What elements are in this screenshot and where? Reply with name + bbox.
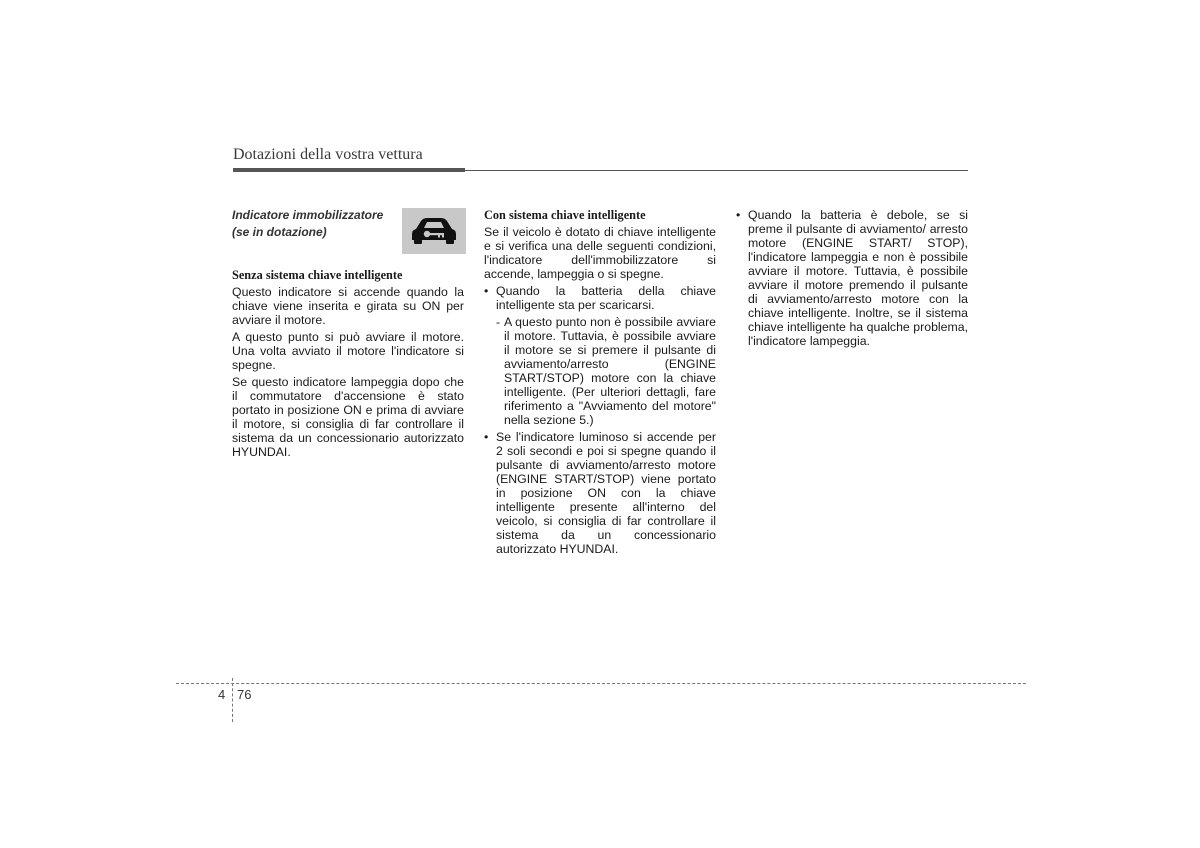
column-2 xyxy=(484,208,716,559)
dash-item: - A questo punto non è possibile avviare il motore. Tuttavia, è possibile avviare il motore se si premere il pulsante di avviamento/arresto (ENGINE START/STOP) motore con la chiave intelligente. (Per ulteriori dettagli, fare riferimento a "Avviamento del motore" nella sezione 5.) xyxy=(496,315,716,427)
paragraph: Questo indicatore si accende quando la chiave viene inserita e girata su ON per avviare il motore. xyxy=(232,285,464,327)
section-title: Dotazioni della vostra vettura xyxy=(233,146,423,163)
paragraph: A questo punto si può avviare il motore. Una volta avviato il motore l'indicatore si spegne. xyxy=(232,330,464,372)
indicator-title-line-2: (se in dotazione) xyxy=(232,225,327,239)
chapter-number: 4 xyxy=(218,687,226,702)
bullet-item: • Se l'indicatore luminoso si accende per 2 soli secondi e poi si spegne quando il pulsante di avviamento/arresto motore (ENGINE START/STOP) viene portato in posizione ON con la chiave intelligente presente all'interno del veicolo, si consiglia di far controllare il sistema da un concessionario autorizzato HYUNDAI. xyxy=(484,430,716,556)
subhead-smart-key: Con sistema chiave intelligente xyxy=(484,208,646,222)
header-rule-accent xyxy=(233,168,465,172)
paragraph: Se questo indicatore lampeggia dopo che il commutatore d'accensione è stato portato in posizione ON e prima di avviare il motore, si consiglia di far controllare il sistema da un concessionario autorizzato HYUNDAI. xyxy=(232,375,464,459)
footer-rule xyxy=(176,683,1026,684)
paragraph: Se il veicolo è dotato di chiave intelligente e si verifica una delle seguenti condizioni, l'indicatore dell'immobilizzatore si accende, lampeggia o si spegne. xyxy=(484,225,716,281)
column-1 xyxy=(232,208,464,462)
subhead-no-smart-key: Senza sistema chiave intelligente xyxy=(232,268,403,282)
indicator-heading xyxy=(232,208,464,256)
indicator-title-line-1: Indicatore immobilizzatore xyxy=(232,208,384,222)
bullet-item: • Quando la batteria della chiave intelligente sta per scaricarsi. xyxy=(484,284,716,312)
column-3 xyxy=(736,208,968,351)
bullet-item: • Quando la batteria è debole, se si preme il pulsante di avviamento/ arresto motore (ENGINE START/ STOP), l'indicatore lampeggia e non è possibile avviare il motore. Tuttavia, è possibile avviare il motore premendo il pulsante di avviamento/arresto motore con la chiave intelligente. Inoltre, se il sistema chiave intelligente ha qualche problema, l'indicatore lampeggia. xyxy=(736,208,968,348)
page-number: 76 xyxy=(237,687,252,702)
car-key-immobilizer-icon xyxy=(402,208,466,254)
footer-divider xyxy=(232,678,233,722)
dash-item-text: A questo punto non è possibile avviare il motore. Tuttavia, è possibile avviare il motore se si premere il pulsante di avviamento/arresto (ENGINE START/STOP) motore con la chiave intelligente. (Per ulteriori dettagli, fare riferimento a "Avviamento del motore" nella sezione 5.) xyxy=(504,315,716,427)
